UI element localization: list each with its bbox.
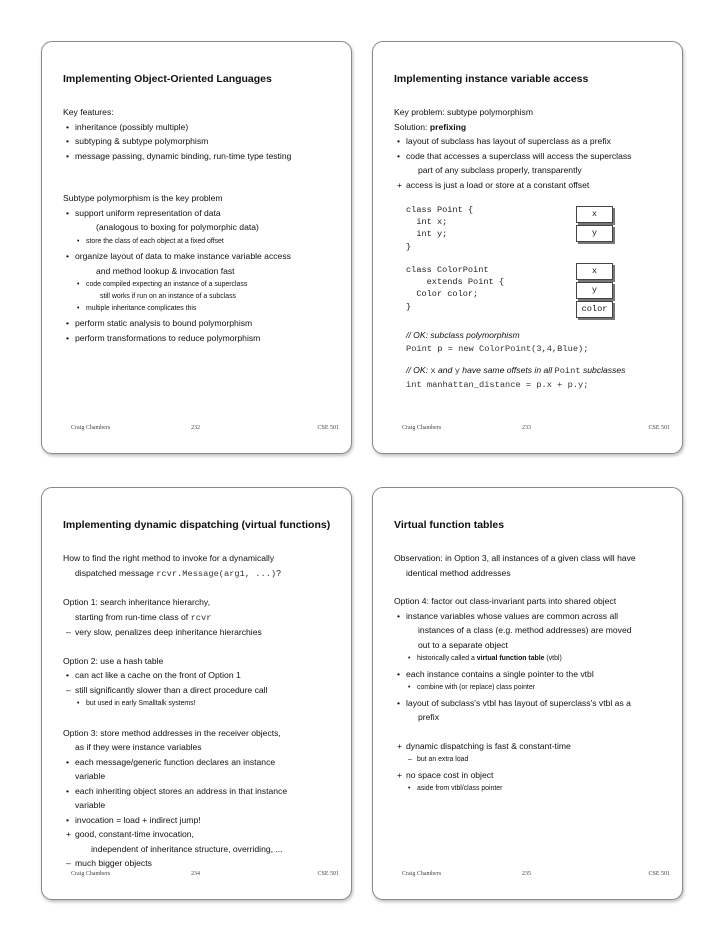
footer-course: CSE 501 — [648, 871, 670, 877]
bullet-item: • subtyping & subtype polymorphism — [66, 136, 209, 146]
code-colorpoint-class: class ColorPoint extends Point { Color color; } — [406, 265, 504, 312]
bullet-item: • support uniform representation of data — [66, 207, 221, 218]
layout-slot: color — [576, 301, 613, 318]
bullet-text: message passing, dynamic binding, run-time type testing — [75, 150, 292, 161]
bullet-text: aside from vtbl/class pointer — [417, 785, 503, 792]
bullet-text: can act like a cache on the front of Option 1 — [75, 670, 241, 680]
code-fragment: rcvr.Message(arg1, ...) — [156, 568, 277, 579]
layout-slot: x — [576, 263, 613, 280]
sub-bullet-item: • aside from vtbl/class pointer — [408, 785, 503, 792]
text-fragment: subclasses — [580, 365, 626, 375]
text-line: Key problem: subtype polymorphism — [394, 107, 533, 117]
layout-slot: y — [576, 225, 613, 242]
text-fragment: historically called a — [417, 655, 477, 662]
bullet-text: inheritance (possibly multiple) — [75, 121, 189, 132]
sub-bullet-item: • combine with (or replace) class pointer — [408, 684, 535, 691]
continuation-line — [63, 610, 343, 626]
code-statement: Point p = new ColorPoint(3,4,Blue); — [406, 344, 589, 354]
bullet-text: store the class of each object at a fixed offset — [86, 237, 224, 245]
slide-title: Implementing instance variable access — [394, 73, 589, 85]
continuation-line: part of any subclass properly, transparently — [418, 165, 582, 175]
bullet-text: support uniform representation of data — [75, 207, 221, 218]
footer-page-number: 235 — [522, 871, 531, 877]
continuation-line: and method lookup & invocation fast — [96, 265, 235, 276]
text-fragment: dispatched message — [75, 567, 157, 578]
sub-bullet-item: • store the class of each object at a fixed offset — [77, 237, 224, 245]
footer-page-number: 233 — [522, 425, 531, 431]
code-comment: // OK: subclass polymorphism — [406, 330, 520, 340]
slide-title: Implementing dynamic dispatching (virtual functions) — [63, 519, 331, 531]
footer-author: Craig Chambers — [71, 425, 111, 431]
text-fragment: have same offsets in all — [459, 365, 555, 375]
bullet-item: • message passing, dynamic binding, run-time type testing — [66, 150, 292, 161]
text-line: Subtype polymorphism is the key problem — [63, 193, 223, 203]
code-fragment: Point — [554, 366, 581, 376]
code-fragment: x — [430, 366, 436, 376]
bullet-text: perform transformations to reduce polymorphism — [75, 332, 261, 343]
code-examples — [406, 328, 625, 392]
text-fragment: // OK: — [406, 365, 431, 375]
bullet-text — [417, 655, 562, 662]
footer-course: CSE 501 — [317, 425, 339, 431]
bullet-item: • each inheriting object stores an address in that instance — [66, 785, 288, 796]
slide-footer — [63, 871, 339, 881]
text-fragment: and — [435, 365, 455, 375]
continuation-line: as if they were instance variables — [75, 742, 202, 752]
footer-page-number: 234 — [191, 871, 200, 877]
minus-item: – very slow, penalizes deep inheritance hierarchies — [66, 627, 262, 637]
bullet-item: • inheritance (possibly multiple) — [66, 121, 189, 132]
text-line: Option 3: store method addresses in the receiver objects, — [63, 727, 281, 738]
continuation-line: independent of inheritance structure, overriding, ... — [91, 843, 283, 854]
minus-item: – still significantly slower than a direct procedure call — [66, 684, 268, 695]
text-fragment: (vtbl) — [544, 655, 562, 662]
bullet-item: • each instance contains a single pointer to the vtbl — [397, 668, 594, 679]
code-statement: int manhattan_distance = p.x + p.y; — [406, 380, 589, 390]
text-line: How to find the right method to invoke for a dynamically — [63, 553, 275, 563]
bullet-item: • code that accesses a superclass will access the superclass — [397, 150, 632, 161]
bullet-text: organize layout of data to make instance variable access — [75, 251, 291, 261]
layout-slot: y — [576, 282, 613, 299]
continuation-line: instances of a class (e.g. method addresses) are moved — [418, 625, 632, 635]
continuation-line — [63, 566, 343, 582]
footer-course: CSE 501 — [648, 425, 670, 431]
bullet-text: each message/generic function declares an instance — [75, 756, 276, 767]
bullet-text: access is just a load or store at a constant offset — [406, 179, 590, 190]
text-fragment: Solution: — [394, 121, 430, 132]
text-line: Option 1: search inheritance hierarchy, — [63, 597, 210, 607]
text-line: Option 4: factor out class-invariant parts into shared object — [394, 596, 617, 606]
bullet-text: but used in early Smalltalk systems! — [86, 700, 196, 707]
text-line — [394, 120, 674, 135]
plus-item: + good, constant-time invocation, — [66, 829, 194, 839]
text-line: Observation: in Option 3, all instances of a given class will have — [394, 553, 636, 563]
text-fragment: ? — [276, 567, 281, 578]
plus-item: + access is just a load or store at a constant offset — [397, 179, 590, 190]
bullet-text: invocation = load + indirect jump! — [75, 814, 201, 825]
bullet-text: much bigger objects — [75, 858, 152, 868]
footer-author: Craig Chambers — [402, 425, 442, 431]
slide-footer — [394, 425, 670, 435]
bullet-item: • layout of subclass has layout of superclass as a prefix — [397, 136, 611, 146]
bullet-text: still significantly slower than a direct procedure call — [75, 684, 268, 695]
continuation-line: variable — [75, 800, 106, 810]
bullet-text: very slow, penalizes deep inheritance hierarchies — [75, 627, 262, 637]
bullet-text: code compiled expecting an instance of a superclass — [86, 281, 248, 288]
plus-item: + no space cost in object — [397, 769, 494, 780]
bullet-item: • perform static analysis to bound polymorphism — [66, 318, 253, 328]
text-line: Key features: — [63, 107, 114, 117]
bullet-text: perform static analysis to bound polymorphism — [75, 318, 253, 328]
sub-bullet-item: • multiple inheritance complicates this — [77, 304, 197, 312]
slide-233 — [372, 41, 683, 454]
code-comment — [406, 363, 625, 378]
bullet-item: • instance variables whose values are common across all — [397, 610, 619, 621]
slide-234 — [41, 487, 352, 900]
plus-item: + dynamic dispatching is fast & constant-time — [397, 740, 571, 751]
slide-title: Virtual function tables — [394, 519, 505, 531]
continuation-line: out to a separate object — [418, 639, 508, 650]
bullet-item: • can act like a cache on the front of Option 1 — [66, 670, 241, 680]
footer-page-number: 232 — [191, 425, 200, 431]
continuation-line: still works if run on an instance of a subclass — [100, 292, 236, 300]
bullet-text: each instance contains a single pointer to the vtbl — [406, 668, 594, 679]
slide-232 — [41, 41, 352, 454]
slide-footer — [394, 871, 670, 881]
slide-body — [394, 105, 674, 192]
slide-footer — [63, 425, 339, 435]
footer-course: CSE 501 — [317, 871, 339, 877]
slide-235 — [372, 487, 683, 900]
slide-body — [63, 551, 343, 871]
continuation-line: prefix — [418, 712, 440, 722]
footer-author: Craig Chambers — [402, 871, 442, 877]
bullet-item: • organize layout of data to make instance variable access — [66, 251, 291, 261]
bullet-item: • layout of subclass's vtbl has layout of superclass's vtbl as a — [397, 697, 631, 708]
sub-minus-item: – but an extra load — [408, 756, 469, 763]
slide-body — [63, 105, 343, 345]
code-fragment: rcvr — [190, 612, 212, 623]
footer-author: Craig Chambers — [71, 871, 111, 877]
bullet-text: but an extra load — [417, 756, 469, 763]
bullet-text: layout of subclass's vtbl has layout of superclass's vtbl as a — [406, 697, 631, 708]
code-fragment: y — [454, 366, 460, 376]
continuation-line: variable — [75, 771, 106, 781]
continuation-line: identical method addresses — [406, 567, 511, 578]
bullet-text: each inheriting object stores an address in that instance — [75, 785, 288, 796]
sub-bullet-item: • historically called a virtual function table (vtbl) — [408, 655, 562, 662]
continuation-line: (analogous to boxing for polymorphic data) — [96, 222, 259, 232]
text-line: Option 2: use a hash table — [63, 655, 164, 666]
sub-bullet-item: • but used in early Smalltalk systems! — [77, 700, 196, 707]
bullet-text: no space cost in object — [406, 769, 494, 780]
emphasis-text: prefixing — [429, 121, 467, 132]
slide-title: Implementing Object-Oriented Languages — [63, 73, 272, 85]
code-point-class: class Point { int x; int y; } — [406, 205, 474, 252]
emphasis-text: virtual function table — [476, 655, 545, 662]
bullet-text: multiple inheritance complicates this — [86, 304, 197, 312]
bullet-text: combine with (or replace) class pointer — [417, 684, 535, 691]
bullet-item: • invocation = load + indirect jump! — [66, 814, 201, 825]
bullet-text: instance variables whose values are common across all — [406, 610, 619, 621]
bullet-text: subtyping & subtype polymorphism — [75, 136, 209, 146]
text-fragment: starting from run-time class of — [75, 611, 191, 622]
slide-body — [394, 551, 674, 797]
bullet-text: good, constant-time invocation, — [75, 829, 194, 839]
bullet-item: • perform transformations to reduce polymorphism — [66, 332, 261, 343]
bullet-text: dynamic dispatching is fast & constant-time — [406, 740, 571, 751]
bullet-text: layout of subclass has layout of superclass as a prefix — [406, 136, 611, 146]
sub-bullet-item: • code compiled expecting an instance of a superclass — [77, 281, 248, 288]
bullet-item: • each message/generic function declares an instance — [66, 756, 276, 767]
minus-item: – much bigger objects — [66, 858, 152, 868]
bullet-text: code that accesses a superclass will access the superclass — [406, 150, 632, 161]
layout-slot: x — [576, 206, 613, 223]
